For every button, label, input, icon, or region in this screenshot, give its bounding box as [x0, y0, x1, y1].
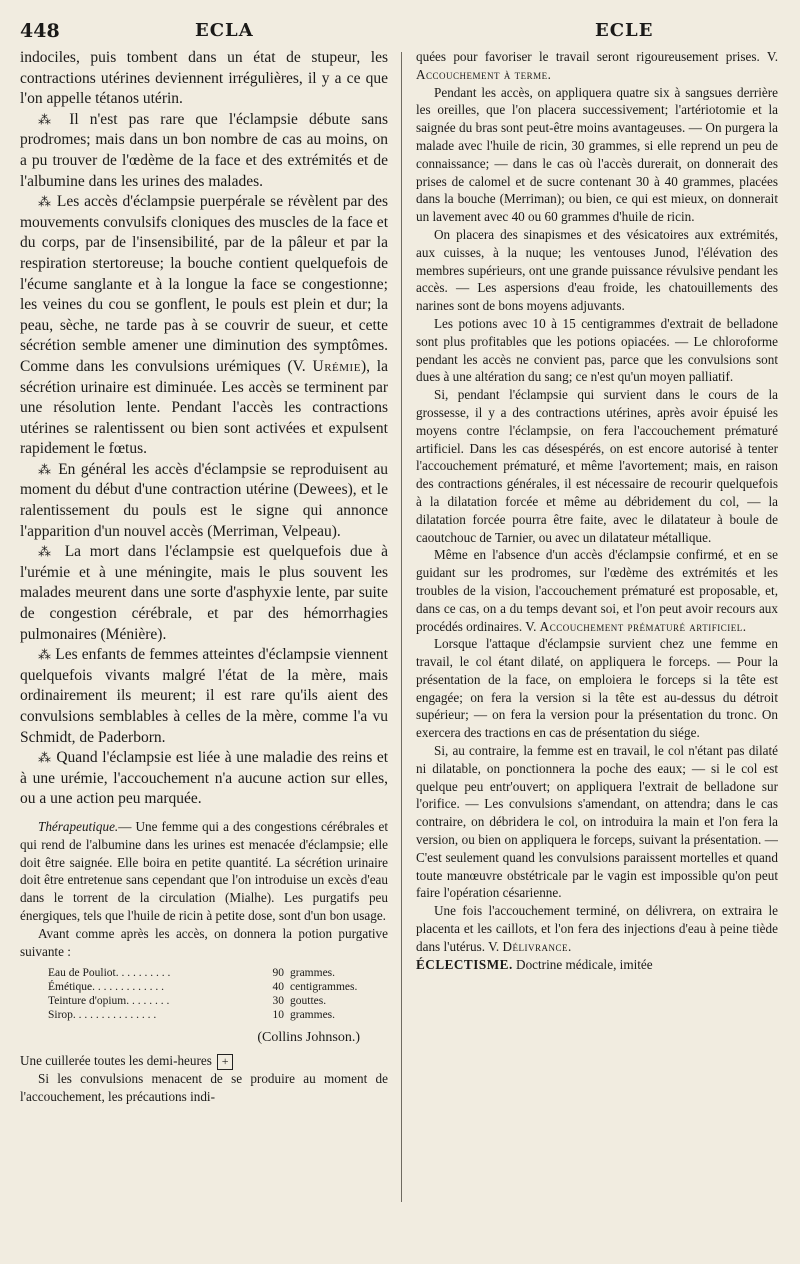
column-divider	[401, 52, 402, 1202]
running-head-right: ECLE	[595, 20, 654, 41]
paragraph: ⁂ En général les accès d'éclampsie se reproduisent au moment du début d'une contraction utérine (Dewees), et le ralentissement du pouls est le signe qui annonce l'apparition d'un nouvel accès (Merriman, Velpeau).	[20, 460, 388, 540]
left-column	[20, 48, 388, 1106]
paragraph: Les potions avec 10 à 15 centigrammes d'extrait de belladone sont plus profitables que les potions opiacées. — Le chloroforme pendant les accès ne convient pas, parce que les convulsions sont dues à une altération du sang; ce n'est qu'un moyen palliatif.	[416, 315, 778, 385]
dictionary-entry: ÉCLECTISME. Doctrine médicale, imitée	[416, 956, 653, 972]
cross-reference: Délivrance.	[502, 938, 572, 954]
recipe-row: Émétique. . . . . . . . . . . . . 40 centigrammes.	[48, 981, 358, 994]
asterism-icon: ⁂	[38, 194, 52, 210]
asterism-icon: ⁂	[38, 647, 52, 663]
pharmacy-sign-icon: +	[217, 1054, 233, 1070]
recipe-table	[48, 966, 357, 1022]
asterism-icon: ⁂	[38, 544, 56, 560]
asterism-icon: ⁂	[38, 111, 59, 127]
paragraph: indociles, puis tombent dans un état de stupeur, les contractions utérines deviennent irrégulières, il y a ce que l'on appelle tétanos utérin.	[20, 49, 388, 108]
paragraph: ⁂ Les accès d'éclampsie puerpérale se révèlent par des mouvements convulsifs cloniques des muscles de la face et du corps, par de l'insensibilité, par de la pâleur et par la respiration stertoreuse; la bouche contient quelquefois de l'écume sanglante et à la longue la face se congestionne; les veines du cou se gonflent, le pouls est plein et dur; la peau, sèche, ne tarde pas à se couvrir de sueur, et cette sécrétion semble amener une diminution des symptômes. Comme dans les convulsions urémiques (V. Urémie), la sécrétion urinaire est diminuée. Les accès se terminent par une résolution lente. Pendant l'accès les contractions utérines se ralentissent ou bien sont activées et expulsent rapidement le fœtus.	[20, 193, 388, 458]
cross-reference: Accouchement prématuré artificiel.	[539, 618, 747, 634]
paragraph: Une fois l'accouchement terminé, on délivrera, on extraira le placenta et les caillots, et l'on fera des injections d'eau à peine tiède dans l'utérus. V. Délivrance.	[416, 903, 778, 954]
paragraph: quées pour favoriser le travail seront rigoureusement prises. V. Accouchement à terme.	[416, 49, 778, 82]
paragraph: ⁂ Quand l'éclampsie est liée à une maladie des reins et à une urémie, l'accouchement n'a aucune action sur elles, ou a une action peu marquée.	[20, 749, 388, 808]
paragraph: Lorsque l'attaque d'éclampsie survient chez une femme en travail, le col étant dilaté, on appliquera le forceps. — Pour la présentation de la face, on emploiera le forceps si la tête est engagée; on fera la version si la tête est au-dessus du détroit supérieur; — on fera la version pour la présentation du tronc. On exercera des tractions en cas de présentation du siége.	[416, 636, 778, 741]
paragraph: Pendant les accès, on appliquera quatre six à sangsues derrière les oreilles, que l'on placera successivement; l'artériotomie et la saignée du bras sont peut-être moins avantageuses. — On purgera la malade avec l'huile de ricin, 30 grammes, si elle reprend un peu de connaissance; — dans le cas où l'accès durerait, on donnerait des prises de calomel et de sucre contenant 30 à 40 grammes, placées dans la bouche (Merriman); ou bien, ce qui est mieux, on donnerait un lavement avec 40 ou 60 grammes d'huile de ricin.	[416, 84, 778, 225]
paragraph: ⁂ Les enfants de femmes atteintes d'éclampsie viennent quelquefois vivants malgré l'état de la mère, mais ordinairement ils meurent; il est rare qu'ils aient des convulsions semblables à celles de la mère, comme l'a vu Schmidt, de Paderborn.	[20, 646, 388, 746]
recipe-row: Eau de Pouliot. . . . . . . . . . 90 grammes.	[48, 967, 336, 980]
recipe-row: Sirop. . . . . . . . . . . . . . . 10 grammes.	[48, 1009, 336, 1022]
section-label: Thérapeutique.	[38, 818, 119, 834]
recipe-credit: (Collins Johnson.)	[257, 1030, 360, 1046]
right-column	[416, 48, 778, 973]
asterism-icon: ⁂	[38, 750, 52, 766]
page-number: 448	[20, 20, 60, 42]
cross-reference: Accouchement à terme.	[416, 66, 552, 82]
paragraph: ⁂ Il n'est pas rare que l'éclampsie débute sans prodromes; mais dans un bon nombre de cas au moins, on a pu trouver de l'œdème de la face et des extrémités et de l'albumine dans les urines des malades.	[20, 110, 388, 190]
paragraph: Si les convulsions menacent de se produire au moment de l'accouchement, les précautions indi-	[20, 1071, 388, 1105]
running-head-left: ECLA	[195, 20, 254, 41]
paragraph: Avant comme après les accès, on donnera la potion purgative suivante :	[20, 925, 388, 959]
paragraph: On placera des sinapismes et des vésicatoires aux extrémités, aux cuisses, à la nuque; les ventouses Junod, l'élévation des membres supérieurs, ont une grande puissance révulsive pendant les accès. — Les aspersions d'eau froide, les chatouillements des narines sont de bons moyens adjuvants.	[416, 226, 778, 314]
entry-headword: ÉCLECTISME.	[416, 956, 513, 972]
paragraph: Si, au contraire, la femme est en travail, le col n'étant pas dilaté ni dilatable, on ponctionnera la poche des eaux; — si le col est quelque peu entr'ouvert; on appliquera l'extrait de belladone sur l'orifice. — Les convulsions s'amendant, on attendra; dans le cas contraire, on débridera le col, on introduira la main et l'on fera la version, ou bien on appliquera le forceps, suivant la présentation. — C'est seulement quand les convulsions paraissent mortelles et quand toute manœuvre obstétricale par le vagin est impossible qu'on peut faire l'opération césarienne.	[416, 743, 778, 901]
paragraph: Même en l'absence d'un accès d'éclampsie confirmé, et en se guidant sur les prodromes, sur l'œdème des extrémités et les troubles de la vision, l'accouchement prématuré est proposable, et, dans ce cas, on a du temps devant soi, et l'on peut avoir recours aux procédés ordinaires. V. Accouchement prématuré artificiel.	[416, 547, 778, 634]
cross-reference: Urémie	[312, 357, 361, 375]
recipe-row: Teinture d'opium. . . . . . . . 30 gouttes.	[48, 995, 327, 1008]
paragraph: Si, pendant l'éclampsie qui survient dans le cours de la grossesse, il y a des contractions utérines, après avoir épuisé les moyens contre l'éclampsie, on fera l'accouchement prématuré artificiel. Dans les cas désespérés, on est encore autorisé à tenter l'accouchement prématuré, et même l'avortement; mais, en raison des contractions générales, il est nécessaire de recourir quelquefois à la dilatation forcée et même au débridement du col, — la dilatation forcée pourra être faite, avec le dilatateur à boule de caoutchouc de Tarnier, ou avec un dilatateur métallique.	[416, 387, 778, 545]
paragraph: Une cuillerée toutes les demi-heures +	[20, 1052, 388, 1070]
paragraph: ⁂ La mort dans l'éclampsie est quelquefois due à l'urémie et à une méningite, mais le plus souvent les malades meurent dans une sorte d'asphyxie lente, par suite de congestion cérébrale, et par des hémorrhagies pulmonaires (Ménière).	[20, 543, 388, 643]
running-header	[20, 20, 785, 48]
paragraph-therapeutique: Thérapeutique.— Une femme qui a des congestions cérébrales et qui rend de l'albumine dans les urines est menacée d'éclampsie; elle doit être saignée. Elle boira en petite quantité. La sécrétion urinaire doit être entretenue sans cependant que l'on introduise un excès d'eau dans le torrent de la circulation (Mialhe). Les purgatifs peu énergiques, tels que l'huile de ricin à petite dose, sont d'un bon usage.	[20, 818, 388, 923]
asterism-icon: ⁂	[38, 461, 53, 477]
